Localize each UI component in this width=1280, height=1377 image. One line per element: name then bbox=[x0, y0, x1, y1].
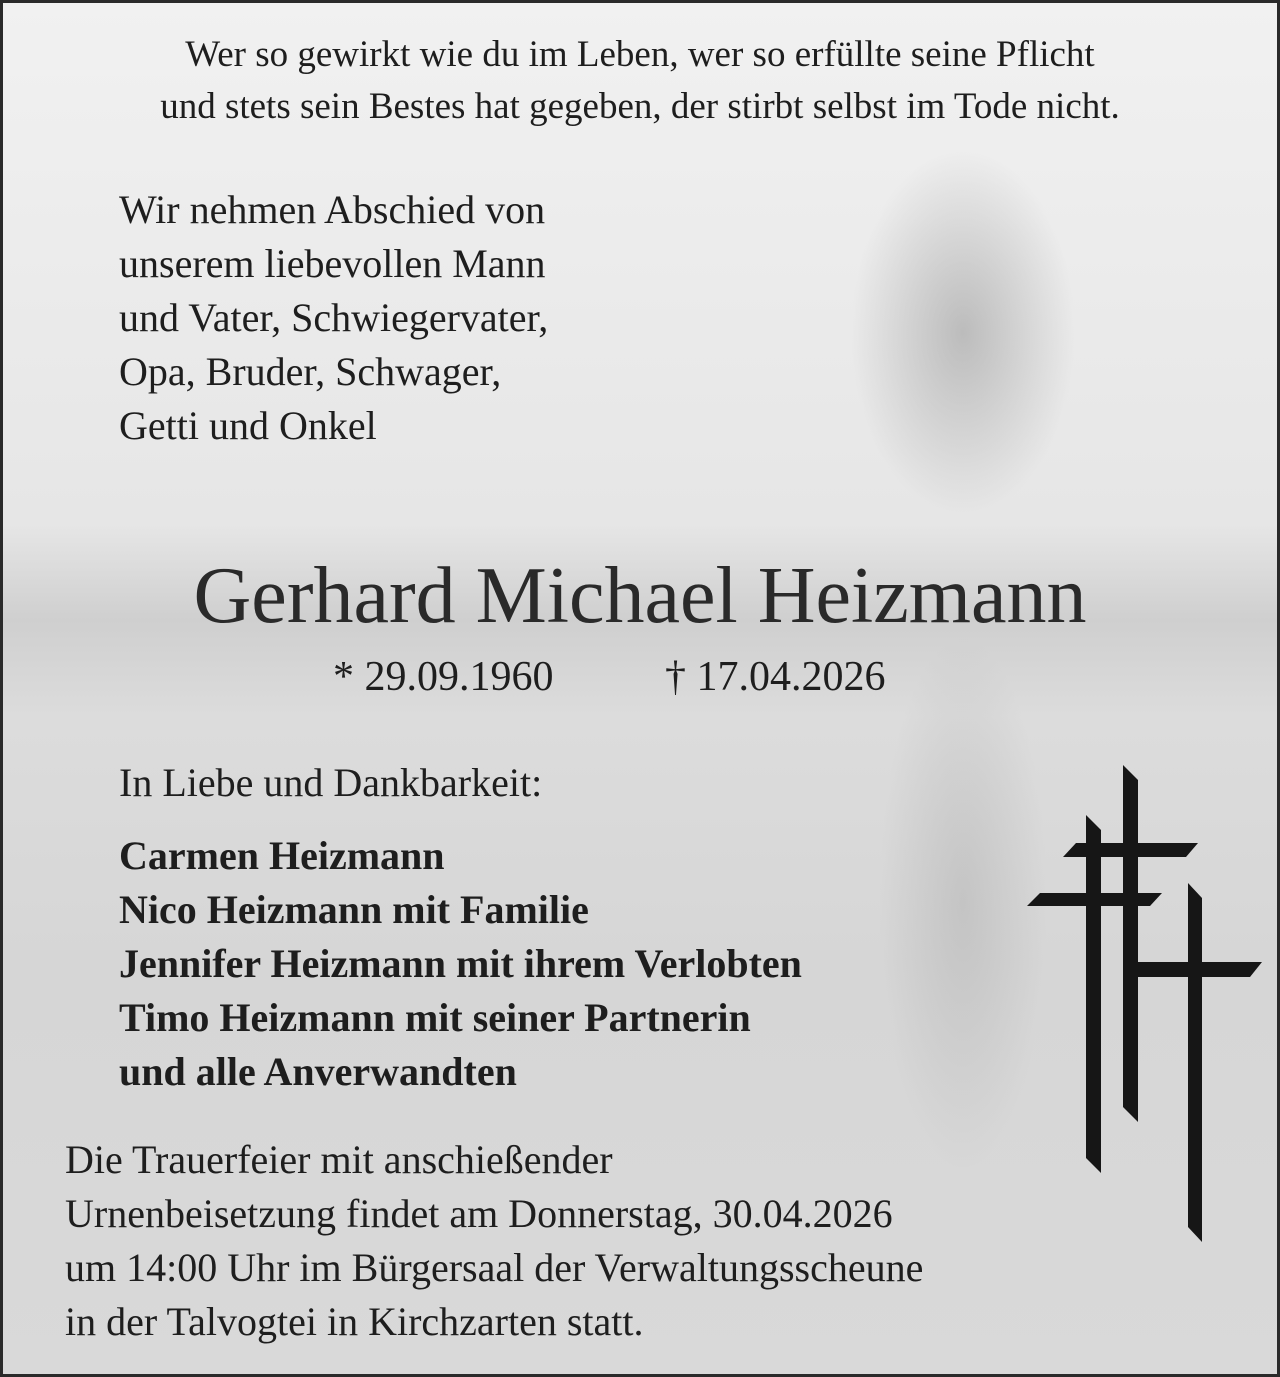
service-line: Urnenbeisetzung findet am Donnerstag, 30.04.2026 bbox=[65, 1191, 893, 1236]
family-member: Jennifer Heizmann mit ihrem Verlobten bbox=[119, 941, 802, 986]
deceased-name: Gerhard Michael Heizmann bbox=[193, 552, 1087, 640]
death-date: † 17.04.2026 bbox=[665, 654, 886, 700]
intro-line: und Vater, Schwiegervater, bbox=[119, 295, 549, 340]
intro-line: unserem liebevollen Mann bbox=[119, 241, 546, 286]
verse-line: und stets sein Bestes hat gegeben, der stirbt selbst im Tode nicht. bbox=[160, 86, 1120, 127]
service-line: in der Talvogtei in Kirchzarten statt. bbox=[65, 1299, 644, 1344]
service-line: Die Trauerfeier mit anschießender bbox=[65, 1137, 613, 1182]
intro-line: Getti und Onkel bbox=[119, 403, 377, 448]
three-crosses-icon bbox=[3, 3, 1277, 1374]
birth-date: * 29.09.1960 bbox=[333, 654, 554, 700]
family-member: und alle Anverwandten bbox=[119, 1049, 517, 1094]
intro-line: Opa, Bruder, Schwager, bbox=[119, 349, 502, 394]
family-member: Nico Heizmann mit Familie bbox=[119, 887, 589, 932]
thanks-heading: In Liebe und Dankbarkeit: bbox=[119, 760, 543, 805]
verse-line: Wer so gewirkt wie du im Leben, wer so erfüllte seine Pflicht bbox=[185, 34, 1095, 75]
service-line: um 14:00 Uhr im Bürgersaal der Verwaltungsscheune bbox=[65, 1245, 924, 1290]
family-member: Carmen Heizmann bbox=[119, 833, 445, 878]
family-member: Timo Heizmann mit seiner Partnerin bbox=[119, 995, 751, 1040]
intro-line: Wir nehmen Abschied von bbox=[119, 187, 546, 232]
